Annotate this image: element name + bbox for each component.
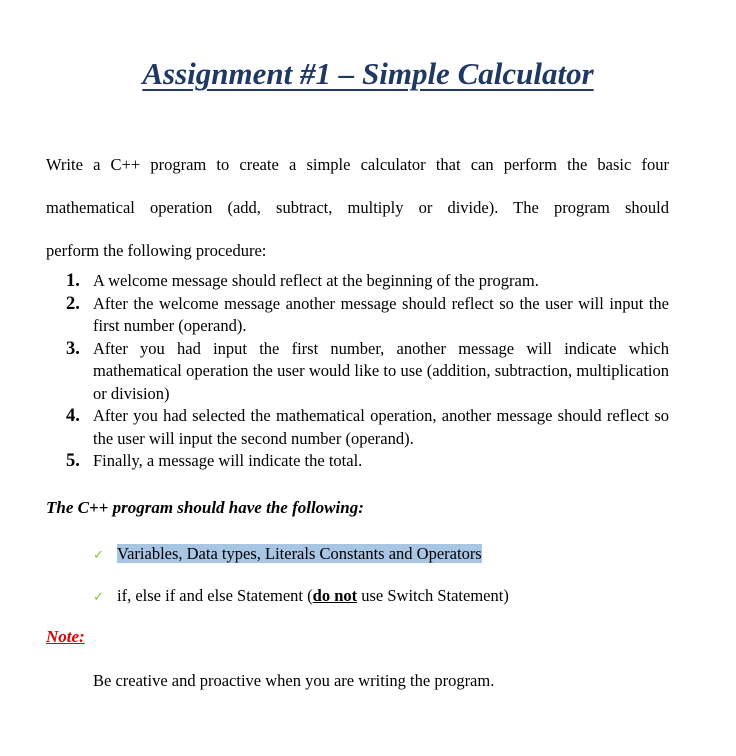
requirements-heading: The C++ program should have the following: — [46, 498, 364, 517]
procedure-step — [66, 450, 669, 473]
requirement-text: Variables, Data types, Literals Constants and Operators — [117, 544, 482, 563]
procedure-list — [66, 270, 669, 473]
intro-line: Write a C++ program to create a simple calculator that can perform the basic four — [46, 155, 669, 174]
step-number: 1. — [66, 271, 80, 291]
note-text: Be creative and proactive when you are writing the program. — [93, 671, 495, 690]
requirement-item — [93, 585, 509, 609]
procedure-step — [66, 338, 669, 406]
step-text: After you had selected the mathematical operation, another message should reflect so the user will input the second number (operand). — [93, 406, 669, 448]
checkmark-icon: ✓ — [93, 548, 104, 563]
requirement-emphasis: do not — [312, 586, 358, 605]
requirement-text: if, else if and else Statement ( — [117, 586, 313, 605]
step-text: After the welcome message another message should reflect so the user will input the first number (operand). — [93, 293, 669, 335]
note-label: Note: — [46, 627, 85, 646]
procedure-step — [66, 270, 669, 293]
step-number: 3. — [66, 338, 80, 359]
page-title: Assignment #1 – Simple Calculator — [142, 56, 594, 91]
intro-line: perform the following procedure: — [46, 241, 267, 260]
step-text: After you had input the first number, another message will indicate which mathematical operation the user would like to use (addition, subtraction, multiplication or division) — [93, 338, 669, 403]
procedure-step — [66, 405, 669, 450]
requirement-item — [93, 543, 482, 567]
step-number: 5. — [66, 451, 80, 471]
checkmark-icon: ✓ — [93, 590, 104, 605]
step-text: A welcome message should reflect at the beginning of the program. — [93, 271, 539, 290]
step-number: 2. — [66, 293, 80, 314]
procedure-step — [66, 293, 669, 338]
intro-paragraph — [46, 143, 669, 272]
requirement-text: use Switch Statement) — [357, 586, 509, 605]
intro-line: mathematical operation (add, subtract, multiply or divide). The program should — [46, 198, 669, 217]
step-text: Finally, a message will indicate the total. — [93, 451, 363, 470]
step-number: 4. — [66, 406, 80, 426]
